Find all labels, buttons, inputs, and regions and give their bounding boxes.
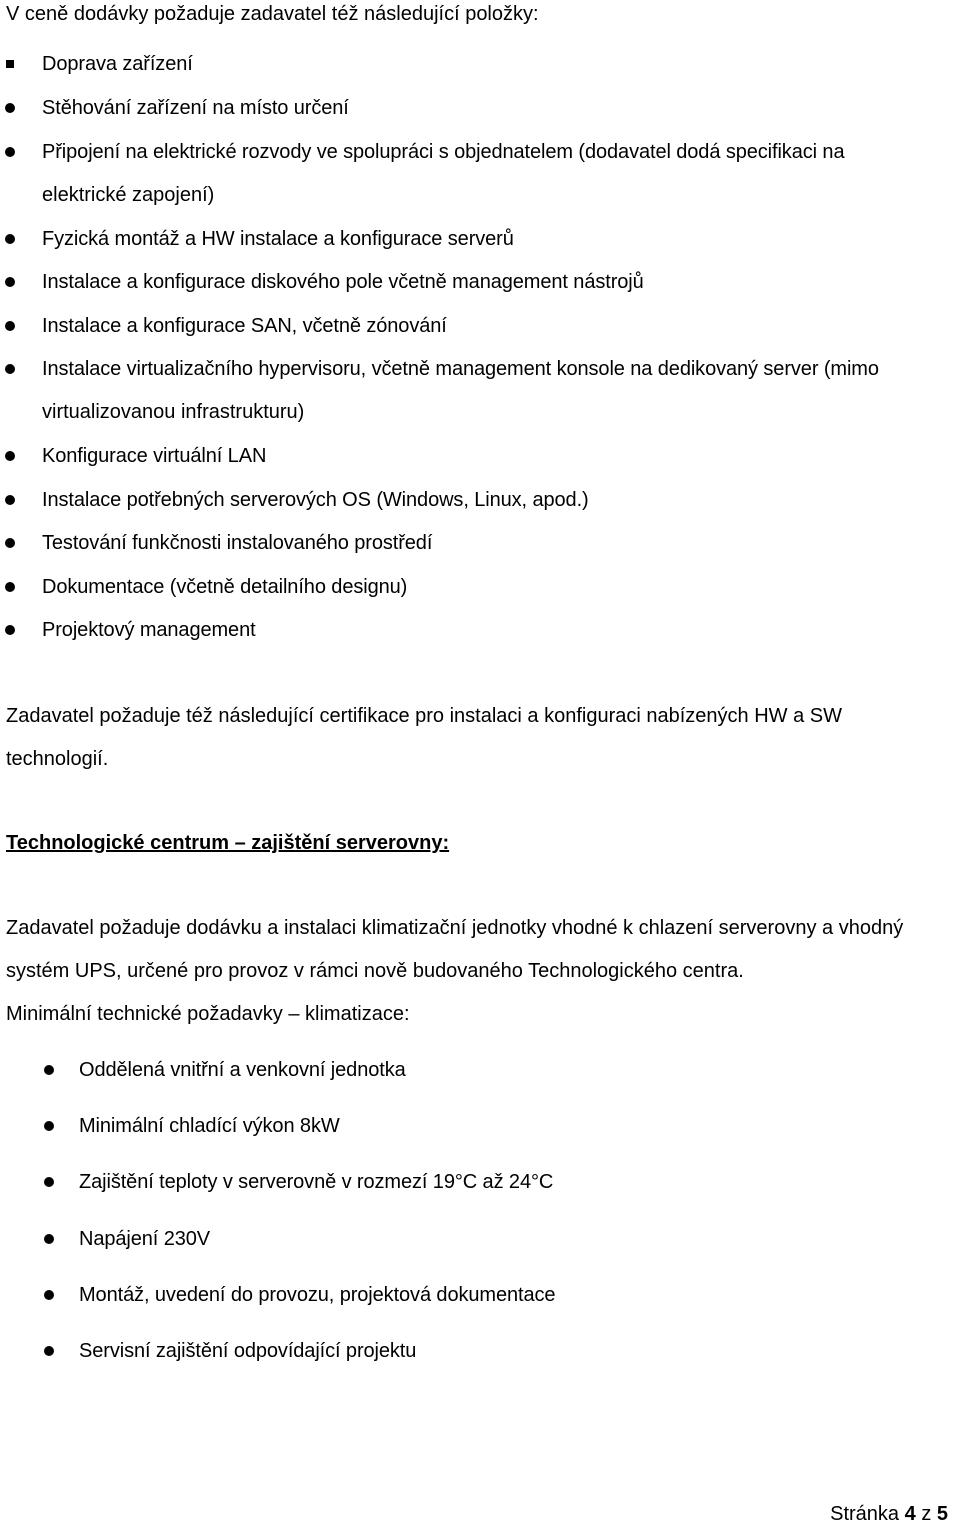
- certification-paragraph-line: Zadavatel požaduje též následující certifikace pro instalaci a konfiguraci nabízených HW a SW: [6, 705, 842, 727]
- list-item: [0, 270, 960, 294]
- bullet-icon: [5, 321, 15, 331]
- list-item: [0, 531, 960, 555]
- bullet-icon: [5, 364, 15, 374]
- list-item: [0, 1283, 960, 1307]
- list-item: [0, 575, 960, 599]
- list-item: [0, 618, 960, 642]
- list-item-text: Testování funkčnosti instalovaného prostředí: [42, 532, 433, 554]
- requirements-subheading: Minimální technické požadavky – klimatizace:: [6, 1003, 410, 1025]
- list-item: [0, 140, 960, 164]
- requirement-paragraph-line: systém UPS, určené pro provoz v rámci nově budovaného Technologického centra.: [6, 960, 744, 982]
- page-number-footer: [830, 1502, 948, 1526]
- list-item-text: Instalace a konfigurace SAN, včetně zónování: [42, 315, 447, 337]
- list-item-text: Montáž, uvedení do provozu, projektová dokumentace: [79, 1284, 556, 1306]
- section-heading: Technologické centrum – zajištění serverovny:: [6, 832, 450, 854]
- bullet-icon: [44, 1346, 54, 1356]
- list-item-text: Doprava zařízení: [42, 53, 193, 75]
- requirement-paragraph-line: Zadavatel požaduje dodávku a instalaci klimatizační jednotky vhodné k chlazení serverovny a vhodný: [6, 917, 904, 939]
- list-item: [0, 488, 960, 512]
- bullet-icon: [5, 277, 15, 287]
- bullet-icon: [44, 1234, 54, 1244]
- bullet-icon: [44, 1290, 54, 1300]
- square-bullet-icon: [6, 60, 14, 68]
- list-item-text: Instalace virtualizačního hypervisoru, včetně management konsole na dedikovaný server (mimo: [42, 358, 879, 380]
- bullet-icon: [44, 1121, 54, 1131]
- page-of-label: z: [921, 1503, 932, 1525]
- list-item: [0, 96, 960, 120]
- list-item: [0, 227, 960, 251]
- bullet-icon: [5, 147, 15, 157]
- list-item-text: Stěhování zařízení na místo určení: [42, 97, 349, 119]
- list-item: [0, 52, 960, 76]
- list-item: [0, 1058, 960, 1082]
- list-item-continuation: elektrické zapojení): [42, 184, 215, 206]
- bullet-icon: [44, 1065, 54, 1075]
- bullet-icon: [5, 625, 15, 635]
- list-item-text: Projektový management: [42, 619, 256, 641]
- list-item: [0, 314, 960, 338]
- list-item: [0, 444, 960, 468]
- list-item-text: Instalace a konfigurace diskového pole včetně management nástrojů: [42, 271, 644, 293]
- list-item-text: Konfigurace virtuální LAN: [42, 445, 267, 467]
- list-item-text: Servisní zajištění odpovídající projektu: [79, 1340, 417, 1362]
- list-item-text: Připojení na elektrické rozvody ve spolupráci s objednatelem (dodavatel dodá specifikaci na: [42, 141, 845, 163]
- bullet-icon: [5, 538, 15, 548]
- bullet-icon: [5, 103, 15, 113]
- bullet-icon: [5, 234, 15, 244]
- bullet-icon: [5, 451, 15, 461]
- current-page: 4: [904, 1503, 916, 1525]
- list-item-text: Instalace potřebných serverových OS (Windows, Linux, apod.): [42, 489, 589, 511]
- total-pages: 5: [936, 1503, 948, 1525]
- certification-paragraph-line: technologií.: [6, 748, 109, 770]
- list-item-text: Oddělená vnitřní a venkovní jednotka: [79, 1059, 406, 1081]
- supply-items-list: [0, 0, 960, 660]
- list-item: [0, 1170, 960, 1194]
- list-item-text: Minimální chladící výkon 8kW: [79, 1115, 340, 1137]
- intro-text: V ceně dodávky požaduje zadavatel též následující položky:: [6, 3, 539, 25]
- list-item: [0, 1339, 960, 1363]
- bullet-icon: [44, 1177, 54, 1187]
- list-item-text: Zajištění teploty v serverovně v rozmezí 19°C až 24°C: [79, 1171, 554, 1193]
- list-item-text: Fyzická montáž a HW instalace a konfigurace serverů: [42, 228, 514, 250]
- list-item: [0, 1227, 960, 1251]
- list-item: [0, 1114, 960, 1138]
- list-item-text: Dokumentace (včetně detailního designu): [42, 576, 408, 598]
- bullet-icon: [5, 495, 15, 505]
- list-item-continuation: virtualizovanou infrastrukturu): [42, 401, 305, 423]
- list-item: [0, 357, 960, 381]
- page-label: Stránka: [830, 1503, 900, 1525]
- bullet-icon: [5, 582, 15, 592]
- list-item-text: Napájení 230V: [79, 1228, 211, 1250]
